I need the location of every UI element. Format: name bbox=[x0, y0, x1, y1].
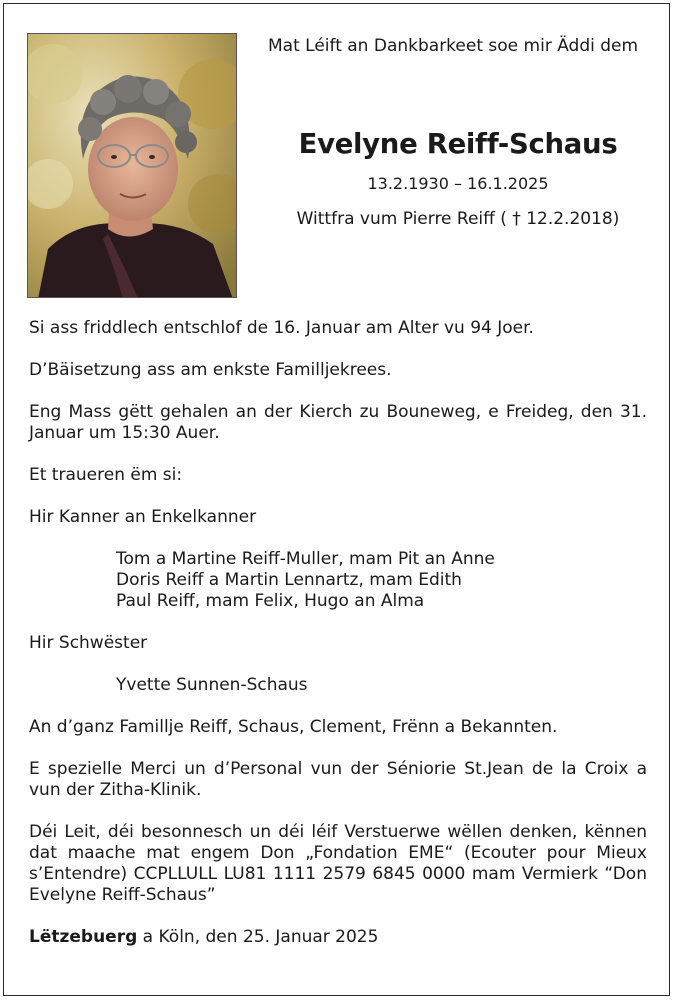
mourners-heading: Et traueren ëm si: bbox=[29, 465, 183, 485]
donation-text: Déi Leit, déi besonnesch un déi léif Verstuerwe wëllen denken, kënnen dat maache mat engem Don „Fondation EME“ (Ecouter pour Mieux s’Entendre) CCPLLULL LU81 1111 2579 6845 0000 mam Vermierk “Don Evelyne Reiff-Schaus” bbox=[29, 822, 647, 905]
deceased-name: Evelyne Reiff-Schaus bbox=[298, 128, 618, 160]
sign-place: Lëtzebuerg bbox=[29, 927, 138, 947]
notice-body bbox=[29, 318, 647, 969]
sign-date: a Köln, den 25. Januar 2025 bbox=[137, 927, 379, 947]
widow-of: Wittfra vum Pierre Reiff ( † 12.2.2018) bbox=[296, 209, 620, 229]
families-text: An d’ganz Famillje Reiff, Schaus, Clement, Frënn a Bekannten. bbox=[29, 717, 558, 737]
mass-text: Eng Mass gëtt gehalen an der Kierch zu Bouneweg, e Freideg, den 31. Januar um 15:30 Auer. bbox=[29, 402, 647, 443]
passed-text: Si ass friddlech entschlof de 16. Januar am Alter vu 94 Joer. bbox=[29, 318, 534, 338]
portrait-photo bbox=[27, 33, 237, 298]
life-dates: 13.2.1930 – 16.1.2025 bbox=[367, 174, 549, 193]
sister-name: Yvette Sunnen-Schaus bbox=[116, 675, 308, 695]
signature-line bbox=[29, 927, 647, 948]
list-item: Doris Reiff a Martin Lennartz, mam Edith bbox=[116, 570, 462, 590]
thanks-text: E spezielle Merci un d’Personal vun der Séniorie St.Jean de la Croix a vun der Zitha-Klinik. bbox=[29, 759, 647, 800]
list-item: Paul Reiff, mam Felix, Hugo an Alma bbox=[116, 591, 425, 611]
list-item: Tom a Martine Reiff-Muller, mam Pit an Anne bbox=[116, 549, 495, 569]
children-list bbox=[29, 549, 647, 612]
sister-heading: Hir Schwëster bbox=[29, 633, 148, 653]
children-heading: Hir Kanner an Enkelkanner bbox=[29, 507, 257, 527]
burial-text: D’Bäisetzung ass am enkste Familljekrees. bbox=[29, 360, 392, 380]
intro-text: Mat Léift an Dankbarkeet soe mir Äddi dem bbox=[268, 36, 639, 56]
